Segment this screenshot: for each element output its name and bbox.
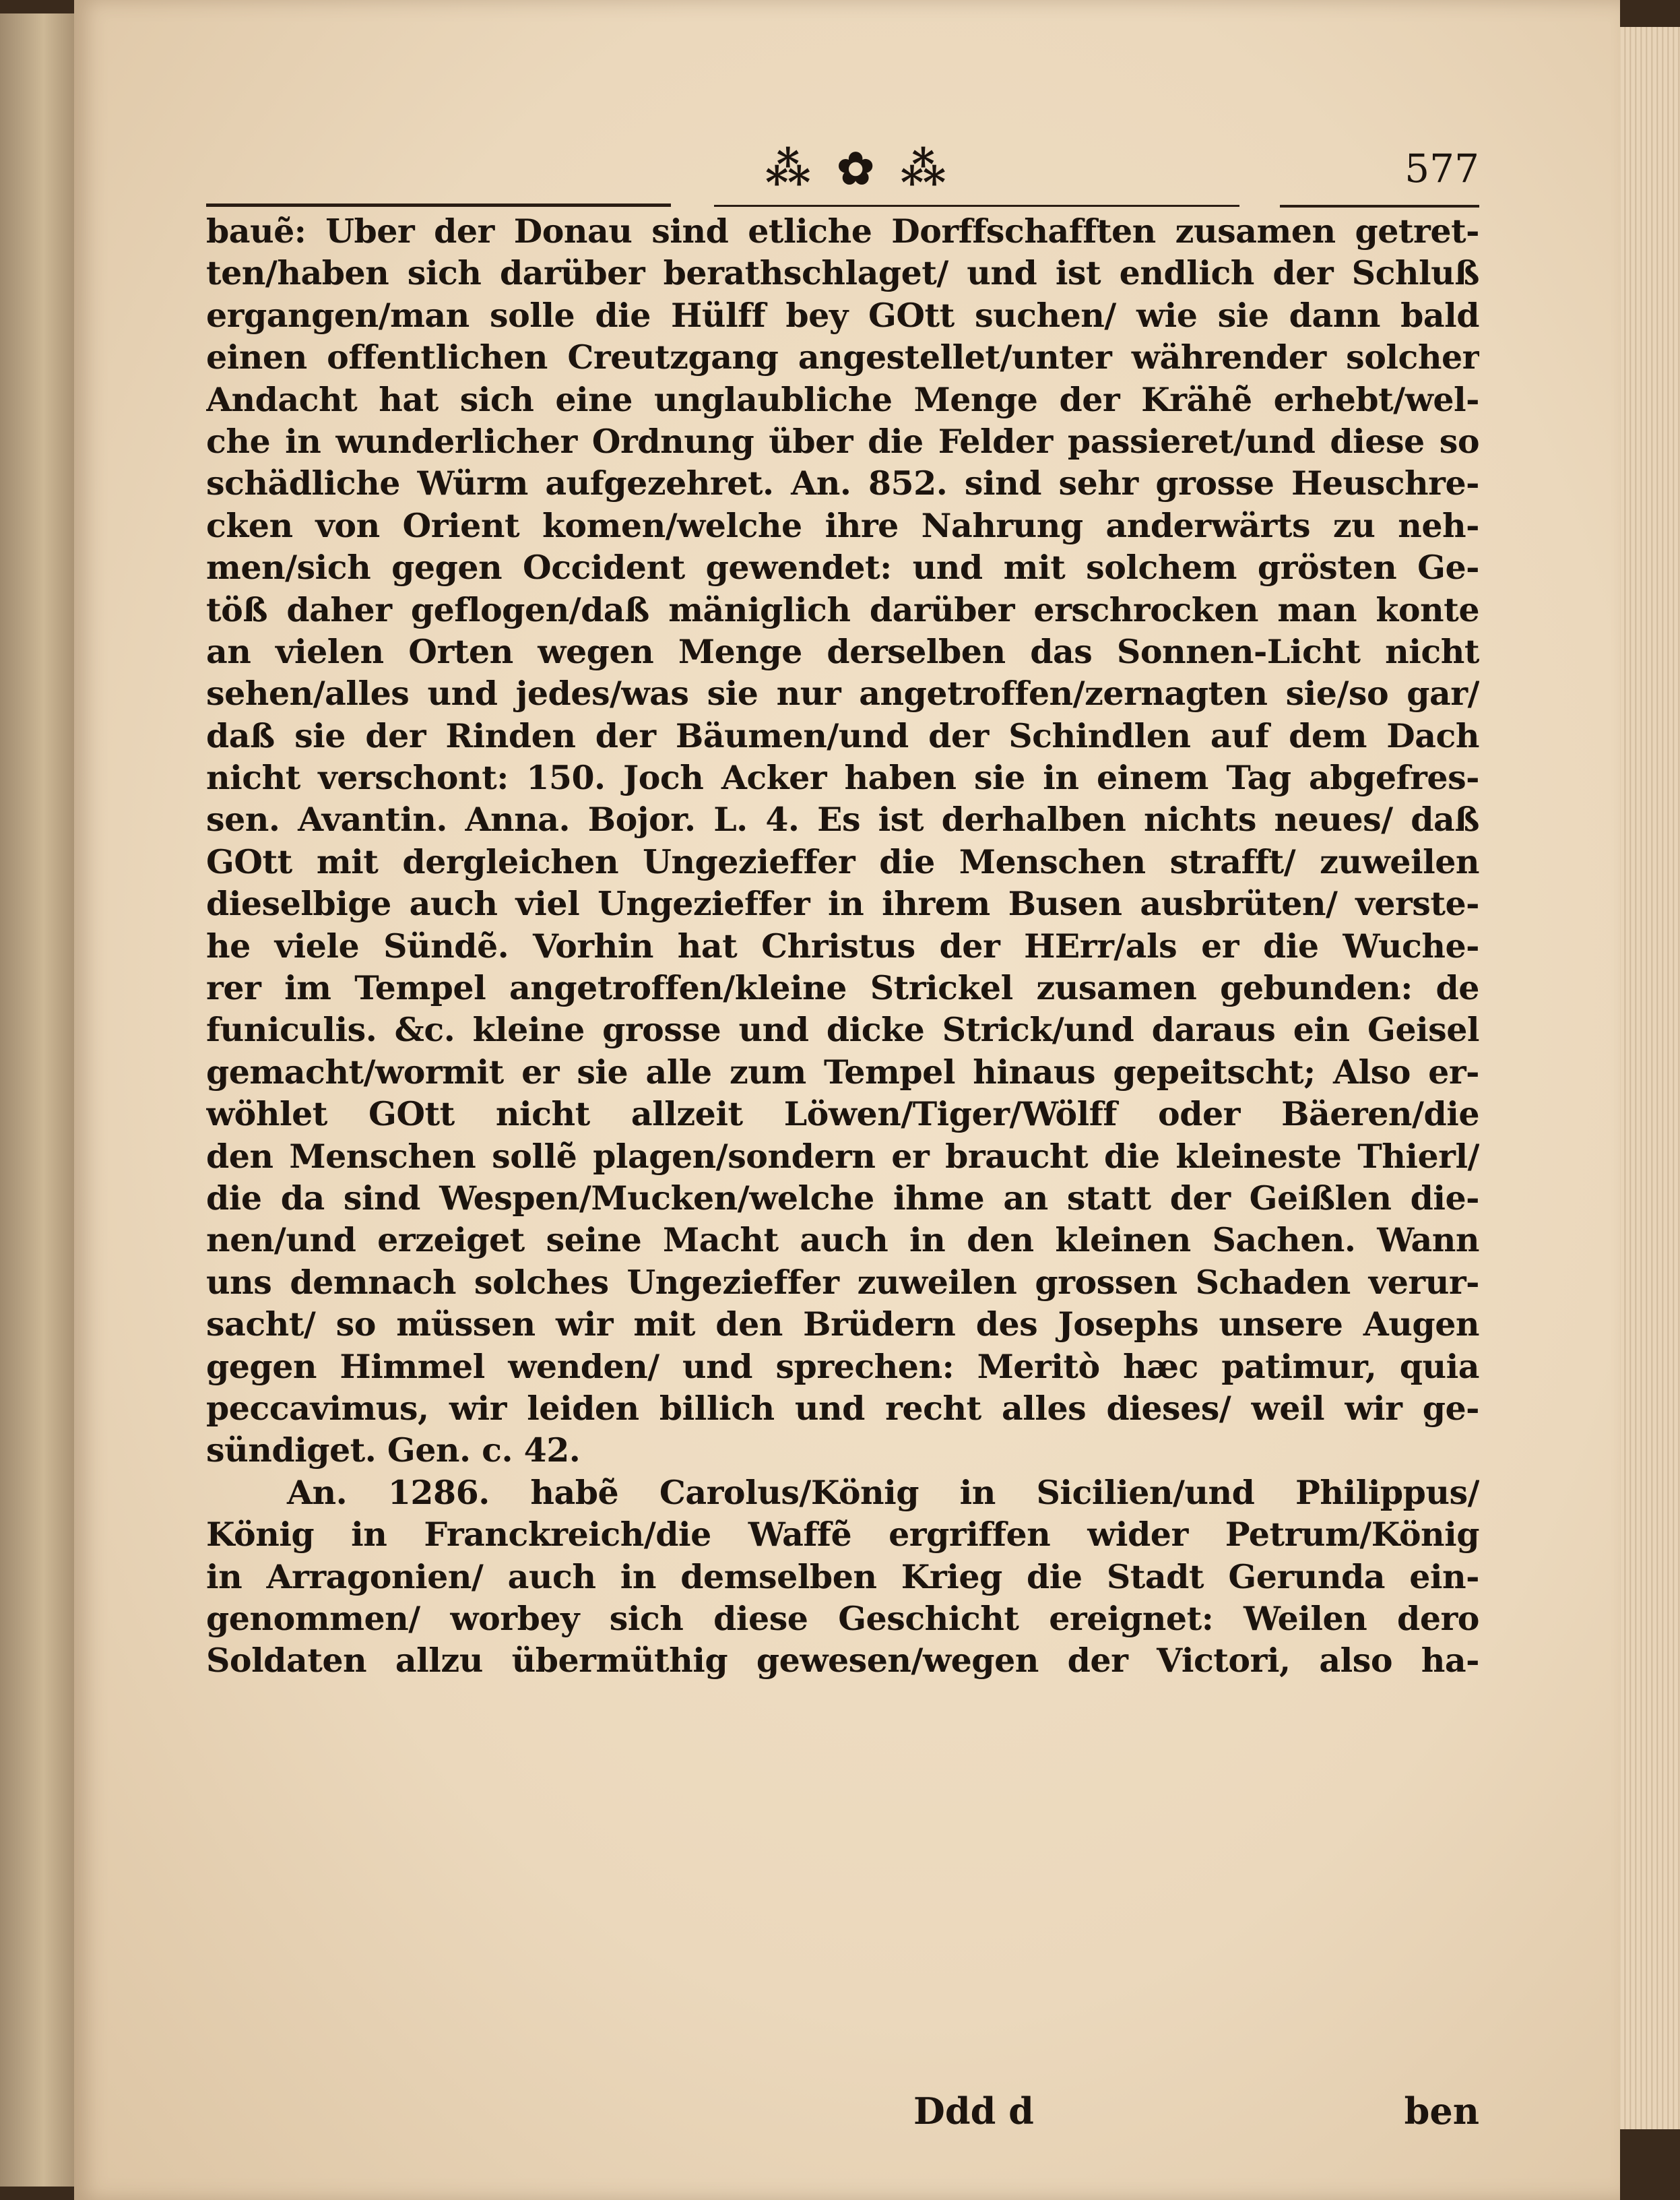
text-line: nen/und erzeiget seine Macht auch in den kleinen Sachen. Wann [206, 1220, 1479, 1260]
text-line: uns demnach solches Ungezieffer zuweilen grossen Schaden verur- [206, 1262, 1479, 1302]
text-line: rer im Tempel angetroffen/kleine Strickel zusamen gebunden: de [206, 968, 1479, 1008]
text-line: einen offentlichen Creutzgang angestellet/unter währender solcher [206, 338, 1479, 377]
text-line: ten/haben sich darüber berathschlaget/ und ist endlich der Schluß [206, 253, 1479, 293]
text-line: gegen Himmel wenden/ und sprechen: Meritò hæc patimur, quia [206, 1346, 1479, 1386]
body-text [206, 210, 1479, 1682]
text-line: die da sind Wespen/Mucken/welche ihme an statt der Geißlen die- [206, 1178, 1479, 1218]
text-line: men/sich gegen Occident gewendet: und mit solchem grösten Ge- [206, 548, 1479, 588]
page-number: 577 [1404, 146, 1479, 191]
text-line: cken von Orient komen/welche ihre Nahrung anderwärts zu neh- [206, 505, 1479, 545]
text-line: dieselbige auch viel Ungezieffer in ihrem Busen ausbrüten/ verste- [206, 884, 1479, 924]
text-line: che in wunderlicher Ordnung über die Felder passieret/und diese so [206, 421, 1479, 461]
text-line: sündiget. Gen. c. 42. [206, 1431, 581, 1470]
page-footer [206, 2087, 1479, 2135]
text-line: genommen/ worbey sich diese Geschicht ereignet: Weilen dero [206, 1598, 1479, 1638]
text-line: König in Franckreich/die Waffẽ ergriffen wider Petrum/König [206, 1515, 1479, 1554]
page-header [206, 142, 1479, 195]
left-page-edge [0, 13, 81, 2187]
text-line: GOtt mit dergleichen Ungezieffer die Menschen strafft/ zuweilen [206, 842, 1479, 881]
header-ornament: ⁂ ✿ ⁂ [765, 142, 952, 195]
text-line: sen. Avantin. Anna. Bojor. L. 4. Es ist derhalben nichts neues/ daß [206, 800, 1479, 840]
catchword: ben [1404, 2089, 1479, 2133]
text-line: peccavimus, wir leiden billich und recht alles dieses/ weil wir ge- [206, 1388, 1479, 1428]
text-line: sacht/ so müssen wir mit den Brüdern des Josephs unsere Augen [206, 1305, 1479, 1344]
text-line: ergangen/man solle die Hülff bey GOtt suchen/ wie sie dann bald [206, 295, 1479, 335]
text-line: sehen/alles und jedes/was sie nur angetroffen/zernagten sie/so gar/ [206, 674, 1479, 714]
text-line: Andacht hat sich eine unglaubliche Menge der Krähẽ erhebt/wel- [206, 379, 1479, 419]
header-rule-right [1280, 205, 1479, 208]
text-line: den Menschen sollẽ plagen/sondern er braucht die kleineste Thierl/ [206, 1136, 1479, 1176]
text-line: schädliche Würm aufgezehret. An. 852. sind sehr grosse Heuschre- [206, 464, 1479, 503]
text-line: bauẽ: Uber der Donau sind etliche Dorffschafften zusamen getret- [206, 212, 1479, 251]
text-line: in Arragonien/ auch in demselben Krieg die Stadt Gerunda ein- [206, 1557, 1479, 1596]
text-line: daß sie der Rinden der Bäumen/und der Schindlen auf dem Dach [206, 716, 1479, 755]
text-line: nicht verschont: 150. Joch Acker haben sie in einem Tag abgefres- [206, 758, 1479, 798]
text-line: An. 1286. habẽ Carolus/König in Sicilien/und Philippus/ [287, 1472, 1479, 1512]
text-line: Soldaten allzu übermüthig gewesen/wegen der Victori, also ha- [206, 1641, 1479, 1680]
text-line: gemacht/wormit er sie alle zum Tempel hinaus gepeitscht; Also er- [206, 1052, 1479, 1092]
text-line: funiculis. &c. kleine grosse und dicke Strick/und daraus ein Geisel [206, 1010, 1479, 1050]
text-line: töß daher geflogen/daß mäniglich darüber erschrocken man konte [206, 590, 1479, 629]
text-line: an vielen Orten wegen Menge derselben das Sonnen-Licht nicht [206, 631, 1479, 671]
text-line: he viele Sündẽ. Vorhin hat Christus der HErr/als er die Wuche- [206, 926, 1479, 966]
header-rule-left [206, 203, 671, 207]
signature-mark: Ddd d [913, 2089, 1034, 2133]
book-page [74, 0, 1620, 2200]
header-rule-middle [714, 205, 1239, 207]
text-line: wöhlet GOtt nicht allzeit Löwen/Tiger/Wölff oder Bäeren/die [206, 1094, 1479, 1134]
